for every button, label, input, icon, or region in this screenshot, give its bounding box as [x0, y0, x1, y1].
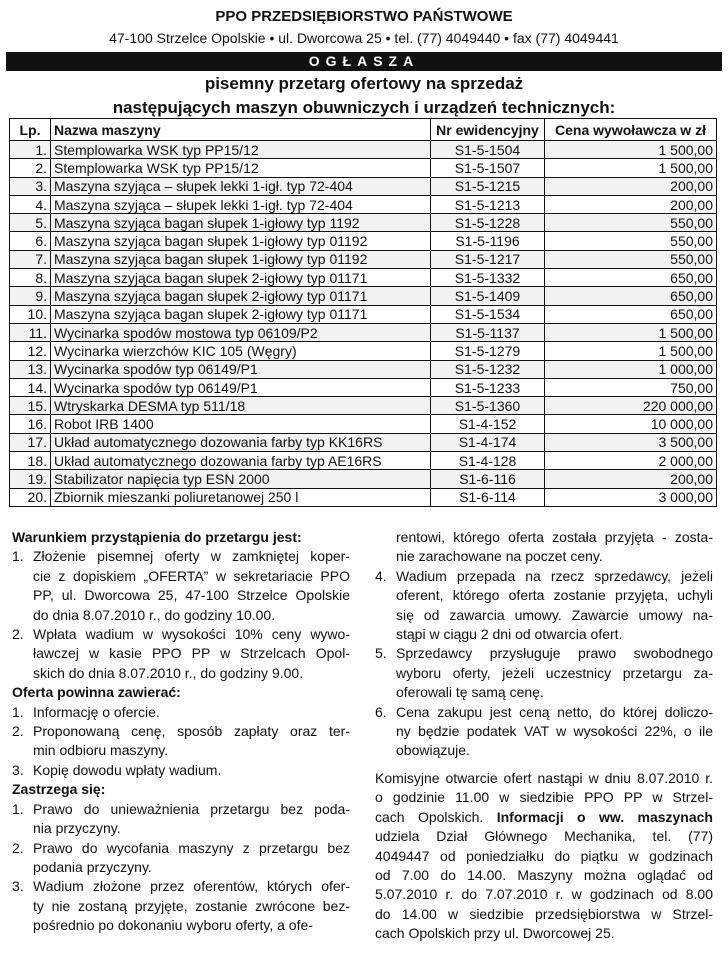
cell-price: 750,00	[545, 378, 717, 396]
cell-nr: S1-6-114	[431, 488, 545, 506]
list-text: podania przyczyny.	[33, 858, 152, 875]
list-number: 1.	[12, 800, 24, 817]
list-text: skich do dnia 8.07.2010 r., do godziny 9.00.	[33, 664, 304, 681]
cell-lp: 8.	[10, 269, 51, 287]
cell-price: 3 000,00	[545, 488, 717, 506]
list-item	[12, 722, 350, 761]
cell-price: 650,00	[545, 305, 717, 323]
paragraph-line: Komisyjne otwarcie ofert nastąpi w dniu 8.07.2010 r.	[375, 769, 713, 786]
list-text: PP, ul. Dworcowa 25, 47-100 Strzelce Opolskie	[33, 587, 350, 604]
cell-lp: 1.	[10, 141, 51, 159]
col-header-price: Cena wywoławcza w zł	[545, 119, 717, 141]
list-number: 6.	[375, 703, 387, 720]
cell-price: 1 000,00	[545, 360, 717, 378]
cell-nr: S1-5-1409	[431, 287, 545, 305]
machines-table	[9, 118, 717, 507]
list-text: pośrednio po dokonaniu wyboru oferty, a ofe-	[33, 917, 313, 934]
list-number: 5.	[375, 645, 387, 662]
cell-name: Wycinarka wierzchów KIC 105 (Węgry)	[51, 342, 431, 360]
table-row	[10, 415, 717, 433]
cell-price: 200,00	[545, 177, 717, 195]
cell-price: 200,00	[545, 470, 717, 488]
list-text: Proponowaną cenę, sposób zapłaty oraz ter-	[33, 723, 350, 740]
cell-name: Maszyna szyjąca bagan słupek 2-igłowy typ 01171	[51, 305, 431, 323]
list-number	[375, 722, 396, 741]
cell-nr: S1-5-1279	[431, 342, 545, 360]
cell-nr: S1-5-1332	[431, 269, 545, 287]
cell-price: 1 500,00	[545, 323, 717, 341]
reserve-list-continued	[375, 567, 713, 761]
table-row	[10, 433, 717, 451]
list-text: Informację o ofercie.	[33, 703, 160, 720]
list-text: ławczej w kasie PPO PP w Strzelcach Opol-	[33, 645, 350, 662]
list-number	[12, 664, 33, 683]
list-number	[12, 567, 33, 586]
cell-price: 220 000,00	[545, 397, 717, 415]
cell-lp: 14.	[10, 378, 51, 396]
list-text: obowiązuje.	[396, 742, 470, 759]
cell-name: Maszyna szyjąca bagan słupek 2-igłowy typ 01171	[51, 287, 431, 305]
table-row	[10, 141, 717, 159]
cell-nr: S1-4-174	[431, 433, 545, 451]
cell-nr: S1-5-1232	[431, 360, 545, 378]
list-item	[375, 703, 713, 761]
section-heading-offer: Oferta powinna zawierać:	[12, 684, 181, 701]
list-text: ty nie zostaną przyjęte, zostanie zwrócone bez-	[33, 897, 350, 914]
cell-name: Robot IRB 1400	[51, 415, 431, 433]
list-item	[12, 839, 350, 878]
conditions-list	[12, 547, 350, 683]
offer-list	[12, 703, 350, 781]
table-row	[10, 470, 717, 488]
table-row	[10, 250, 717, 268]
list-text: min odbioru maszyny.	[33, 742, 169, 759]
list-item	[12, 761, 350, 780]
cell-name: Maszyna szyjąca – słupek lekki 1-igł. typ 72-404	[51, 177, 431, 195]
organization-address: 47-100 Strzelce Opolskie • ul. Dworcowa 25 • tel. (77) 4049440 • fax (77) 4049441	[109, 30, 619, 46]
cell-price: 10 000,00	[545, 415, 717, 433]
list-text: nie zarachowane na poczet ceny.	[396, 548, 603, 565]
cell-nr: S1-5-1228	[431, 214, 545, 232]
list-number: 2.	[12, 626, 24, 643]
list-text: Prawo do unieważnienia przetargu bez poda-	[33, 800, 350, 817]
list-text: wyboru oferty, jeżeli uczestnicy przetargu za-	[396, 664, 713, 681]
list-number	[12, 644, 33, 663]
cell-lp: 20.	[10, 488, 51, 506]
paragraph-line: o godzinie 11.00 w siedzibie PPO PP w Strzel-	[375, 789, 713, 806]
list-item	[12, 877, 350, 935]
opening-info-paragraph	[375, 769, 713, 944]
table-row	[10, 214, 717, 232]
cell-lp: 6.	[10, 232, 51, 250]
cell-nr: S1-5-1215	[431, 177, 545, 195]
cell-lp: 11.	[10, 323, 51, 341]
table-row	[10, 287, 717, 305]
cell-price: 550,00	[545, 232, 717, 250]
table-row	[10, 232, 717, 250]
list-text: oferowali tę samą cenę.	[396, 684, 544, 701]
cell-lp: 3.	[10, 177, 51, 195]
list-number: 3.	[12, 878, 24, 895]
cell-price: 200,00	[545, 195, 717, 213]
list-number	[375, 586, 396, 605]
list-text: Sprzedawcy przysługuje prawo swobodnego	[396, 645, 713, 662]
list-item	[12, 547, 350, 625]
table-row	[10, 378, 717, 396]
cell-nr: S1-5-1504	[431, 141, 545, 159]
list-item	[375, 567, 713, 645]
list-item	[12, 800, 350, 839]
cell-price: 1 500,00	[545, 141, 717, 159]
list-number	[375, 625, 396, 644]
list-number: 1.	[12, 703, 24, 720]
list-text: oferent, którego oferta zostanie przyjęta, uchyli	[396, 587, 713, 604]
table-row	[10, 177, 717, 195]
paragraph-line: od 7.00 do 14.00. Maszyny można oglądać od	[375, 866, 713, 883]
table-row	[10, 488, 717, 506]
cell-nr: S1-4-152	[431, 415, 545, 433]
table-row	[10, 305, 717, 323]
cell-price: 550,00	[545, 214, 717, 232]
cell-nr: S1-5-1196	[431, 232, 545, 250]
cell-nr: S1-5-1213	[431, 195, 545, 213]
table-row	[10, 269, 717, 287]
cell-lp: 15.	[10, 397, 51, 415]
list-number	[12, 897, 33, 916]
paragraph-line: cach Opolskich. Informacji o ww. maszynach	[375, 808, 713, 825]
list-number	[12, 819, 33, 838]
cell-nr: S1-4-128	[431, 452, 545, 470]
list-number: 2.	[12, 839, 24, 856]
paragraph-line: 4049447 od poniedziałku do piątku w godzinach	[375, 847, 713, 864]
continued-item	[375, 528, 713, 567]
cell-lp: 19.	[10, 470, 51, 488]
list-number	[12, 586, 33, 605]
list-number	[12, 741, 33, 760]
paragraph-line: 5.07.2010 r. do 7.07.2010 r. w godzinach od 8.00	[375, 886, 713, 903]
cell-price: 1 500,00	[545, 159, 717, 177]
reserve-list	[12, 800, 350, 936]
list-text: stąpi w ciągu 2 dni od otwarcia ofert.	[396, 626, 623, 643]
section-heading-conditions: Warunkiem przystąpienia do przetargu jest:	[12, 529, 302, 545]
cell-name: Stemplowarka WSK typ PP15/12	[51, 141, 431, 159]
cell-lp: 7.	[10, 250, 51, 268]
col-header-nr: Nr ewidencyjny	[431, 119, 545, 141]
cell-name: Układ automatycznego dozowania farby typ AE16RS	[51, 452, 431, 470]
list-number	[12, 606, 33, 625]
table-row	[10, 342, 717, 360]
cell-lp: 17.	[10, 433, 51, 451]
col-header-name: Nazwa maszyny	[51, 119, 431, 141]
list-number: 1.	[12, 548, 24, 565]
list-text: Wpłata wadium w wysokości 10% ceny wywo-	[33, 626, 350, 643]
list-number	[12, 916, 33, 935]
right-column	[375, 528, 713, 944]
cell-lp: 12.	[10, 342, 51, 360]
table-row	[10, 195, 717, 213]
cell-name: Zbiornik mieszanki poliuretanowej 250 l	[51, 488, 431, 506]
list-item	[375, 644, 713, 702]
table-row	[10, 397, 717, 415]
list-text: do dnia 8.07.2010 r., do godziny 10.00.	[33, 606, 276, 623]
table-header-row	[10, 119, 717, 141]
cell-lp: 10.	[10, 305, 51, 323]
list-text: Złożenie pisemnej oferty w zamkniętej koper-	[33, 548, 350, 565]
announce-banner: OGŁASZA	[6, 52, 722, 71]
list-item	[12, 625, 350, 683]
list-text: Kopię dowodu wpłaty wadium.	[33, 761, 222, 778]
cell-price: 550,00	[545, 250, 717, 268]
cell-nr: S1-5-1507	[431, 159, 545, 177]
cell-lp: 4.	[10, 195, 51, 213]
list-number	[375, 683, 396, 702]
table-body	[10, 141, 717, 507]
cell-name: Maszyna szyjąca bagan słupek 1-igłowy typ 1192	[51, 214, 431, 232]
cell-price: 2 000,00	[545, 452, 717, 470]
list-number	[12, 858, 33, 877]
cell-name: Wycinarka spodów typ 06149/P1	[51, 378, 431, 396]
cell-name: Wycinarka spodów typ 06149/P1	[51, 360, 431, 378]
organization-name: PPO PRZEDSIĘBIORSTWO PAŃSTWOWE	[215, 8, 513, 25]
list-text: cie z dopiskiem „OFERTA” w sekretariacie PPO	[33, 567, 350, 584]
cell-name: Maszyna szyjąca bagan słupek 2-igłowy typ 01171	[51, 269, 431, 287]
list-text: nia przyczyny.	[33, 820, 121, 837]
title-line-2: następujących maszyn obuwniczych i urządzeń technicznych:	[112, 98, 616, 117]
cell-lp: 2.	[10, 159, 51, 177]
ad-header	[0, 0, 728, 119]
list-number: 2.	[12, 723, 24, 740]
table-row	[10, 323, 717, 341]
list-number	[375, 606, 396, 625]
cell-name: Maszyna szyjąca bagan słupek 1-igłowy typ 01192	[51, 250, 431, 268]
cell-price: 650,00	[545, 269, 717, 287]
list-number: 3.	[12, 761, 24, 778]
paragraph-bold: Informacji o ww. maszynach	[483, 808, 713, 825]
cell-name: Maszyna szyjąca – słupek lekki 1-igł. typ 72-404	[51, 195, 431, 213]
cell-price: 650,00	[545, 287, 717, 305]
cell-nr: S1-5-1137	[431, 323, 545, 341]
list-text: ny będzie podatek VAT w wysokości 22%, o ile	[396, 723, 713, 740]
cell-lp: 5.	[10, 214, 51, 232]
list-text: Wadium złożone przez oferentów, których ofer-	[33, 878, 350, 895]
title-line-1: pisemny przetarg ofertowy na sprzedaż	[204, 74, 524, 93]
cell-nr: S1-5-1233	[431, 378, 545, 396]
paragraph-line: do 14.00 w siedzibie przedsiębiorstwa w Strzel-	[375, 905, 713, 922]
cell-price: 3 500,00	[545, 433, 717, 451]
paragraph-line: cach Opolskich przy ul. Dworcowej 25.	[375, 925, 615, 942]
list-text: Prawo do wycofania maszyny z przetargu bez	[33, 839, 350, 856]
cell-name: Wtryskarka DESMA typ 511/18	[51, 397, 431, 415]
cell-lp: 13.	[10, 360, 51, 378]
list-text: Cena zakupu jest ceną netto, do której doliczo-	[396, 703, 713, 720]
cell-name: Maszyna szyjąca bagan słupek 1-igłowy typ 01192	[51, 232, 431, 250]
cell-lp: 16.	[10, 415, 51, 433]
table-row	[10, 360, 717, 378]
cell-lp: 9.	[10, 287, 51, 305]
table-row	[10, 452, 717, 470]
cell-nr: S1-5-1360	[431, 397, 545, 415]
list-text: się od zawarcia umowy. Zawarcie umowy na-	[396, 606, 713, 623]
cell-name: Układ automatycznego dozowania farby typ KK16RS	[51, 433, 431, 451]
list-text: rentowi, którego oferta została przyjęta - zosta-	[396, 529, 713, 545]
cell-lp: 18.	[10, 452, 51, 470]
list-number	[375, 741, 396, 760]
cell-name: Wycinarka spodów mostowa typ 06109/P2	[51, 323, 431, 341]
list-number	[375, 664, 396, 683]
cell-nr: S1-6-116	[431, 470, 545, 488]
cell-name: Stemplowarka WSK typ PP15/12	[51, 159, 431, 177]
list-text: Wadium przepada na rzecz sprzedawcy, jeżeli	[396, 567, 713, 584]
list-number: 4.	[375, 567, 387, 584]
list-item	[12, 703, 350, 722]
col-header-lp: Lp.	[10, 119, 51, 141]
cell-name: Stabilizator napięcia typ ESN 2000	[51, 470, 431, 488]
table-row	[10, 159, 717, 177]
cell-nr: S1-5-1217	[431, 250, 545, 268]
left-column	[12, 528, 350, 936]
cell-price: 1 500,00	[545, 342, 717, 360]
section-heading-reserve: Zastrzega się:	[12, 781, 106, 798]
paragraph-line: udziela Dział Głównego Mechanika, tel. (77)	[375, 828, 713, 845]
cell-nr: S1-5-1534	[431, 305, 545, 323]
